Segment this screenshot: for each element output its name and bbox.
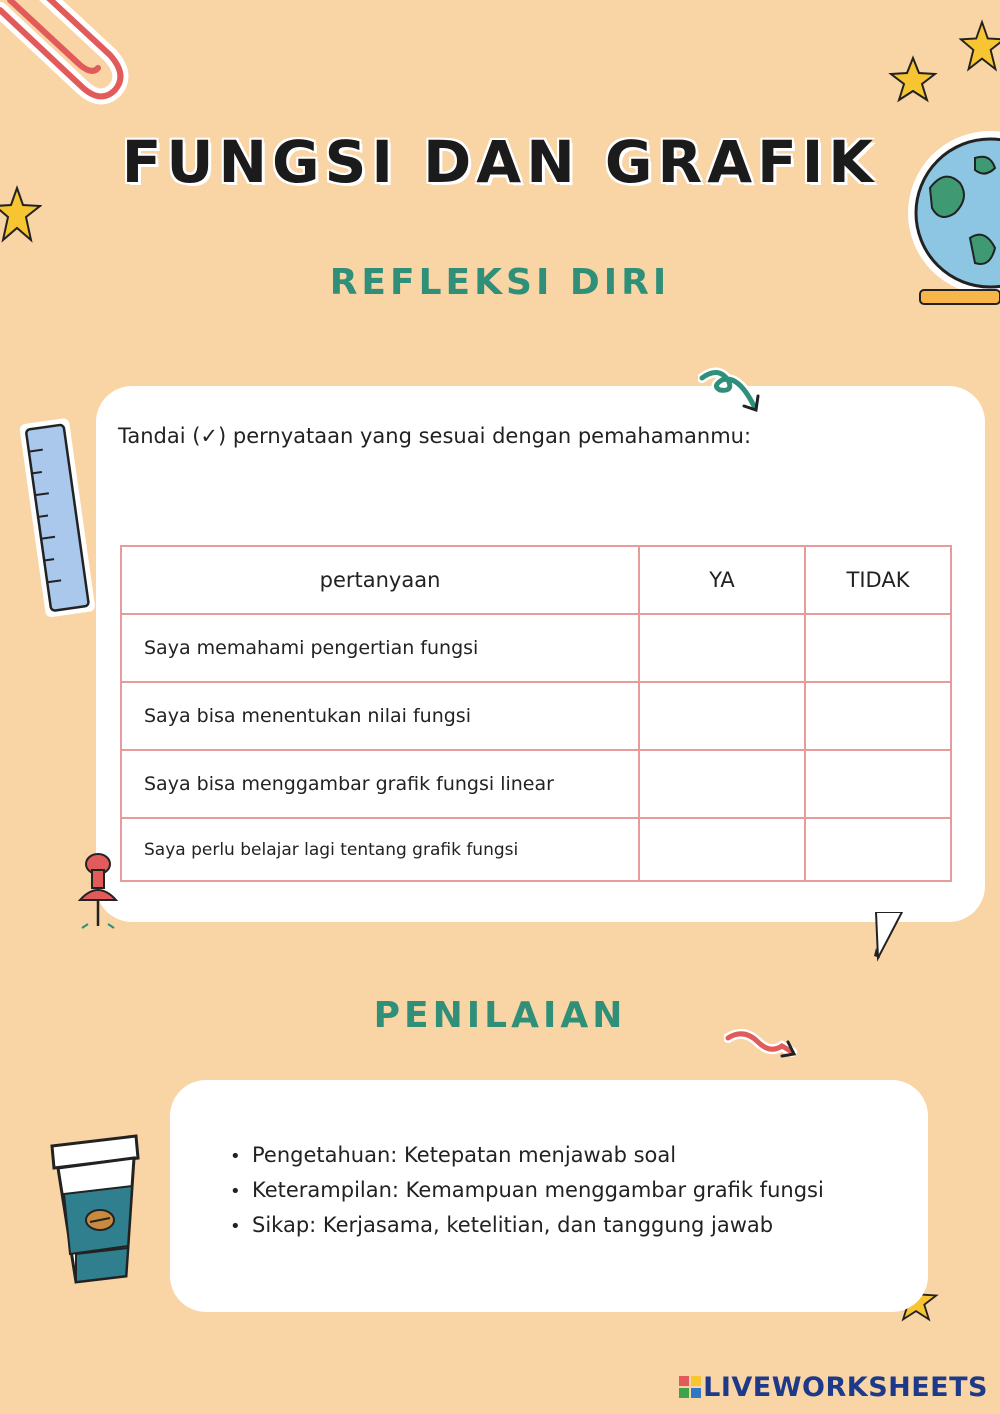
column-header-no: TIDAK — [805, 546, 951, 614]
section-heading-assessment: PENILAIAN — [373, 995, 627, 1036]
curly-arrow-icon — [724, 1024, 798, 1064]
no-checkbox-cell[interactable] — [805, 614, 951, 682]
curly-arrow-icon — [698, 366, 766, 418]
question-text: Saya bisa menggambar grafik fungsi linear — [121, 750, 639, 818]
section-heading-reflection: REFLEKSI DIRI — [329, 262, 671, 303]
pushpin-icon — [72, 850, 128, 936]
yes-checkbox-cell[interactable] — [639, 682, 805, 750]
paperclip-icon — [0, 0, 130, 110]
star-icon — [958, 18, 1000, 78]
star-icon — [888, 55, 938, 105]
no-checkbox-cell[interactable] — [805, 818, 951, 881]
page-title: FUNGSI DAN GRAFIK — [121, 128, 879, 196]
brand-name: LIVEWORKSHEETS — [703, 1372, 988, 1403]
question-text: Saya memahami pengertian fungsi — [121, 614, 639, 682]
ruler-icon — [14, 408, 104, 623]
no-checkbox-cell[interactable] — [805, 682, 951, 750]
list-item — [230, 1138, 824, 1173]
table-row — [121, 682, 951, 750]
assessment-item-text: Pengetahuan: Ketepatan menjawab soal — [252, 1143, 677, 1167]
table-header-row — [121, 546, 951, 614]
liveworksheets-logo-icon — [679, 1376, 701, 1398]
yes-checkbox-cell[interactable] — [639, 818, 805, 881]
column-header-yes: YA — [639, 546, 805, 614]
bullet-icon: • — [230, 1216, 241, 1237]
no-checkbox-cell[interactable] — [805, 750, 951, 818]
coffee-cup-icon — [40, 1128, 150, 1286]
column-header-question: pertanyaan — [121, 546, 639, 614]
question-text: Saya perlu belajar lagi tentang grafik fungsi — [121, 818, 639, 881]
yes-checkbox-cell[interactable] — [639, 614, 805, 682]
bullet-icon: • — [230, 1146, 241, 1167]
list-item — [230, 1208, 824, 1243]
assessment-item-text: Sikap: Kerjasama, ketelitian, dan tanggung jawab — [252, 1213, 774, 1237]
assessment-list — [230, 1138, 824, 1243]
reflection-table — [120, 545, 952, 882]
list-item — [230, 1173, 824, 1208]
assessment-item-text: Keterampilan: Kemampuan menggambar grafik fungsi — [252, 1178, 824, 1202]
bullet-icon: • — [230, 1181, 241, 1202]
table-row — [121, 614, 951, 682]
table-row — [121, 818, 951, 881]
table-row — [121, 750, 951, 818]
pencil-icon — [862, 912, 912, 964]
question-text: Saya bisa menentukan nilai fungsi — [121, 682, 639, 750]
yes-checkbox-cell[interactable] — [639, 750, 805, 818]
liveworksheets-brand[interactable] — [679, 1372, 988, 1403]
reflection-instruction: Tandai (✓) pernyataan yang sesuai dengan pemahamanmu: — [118, 424, 752, 448]
